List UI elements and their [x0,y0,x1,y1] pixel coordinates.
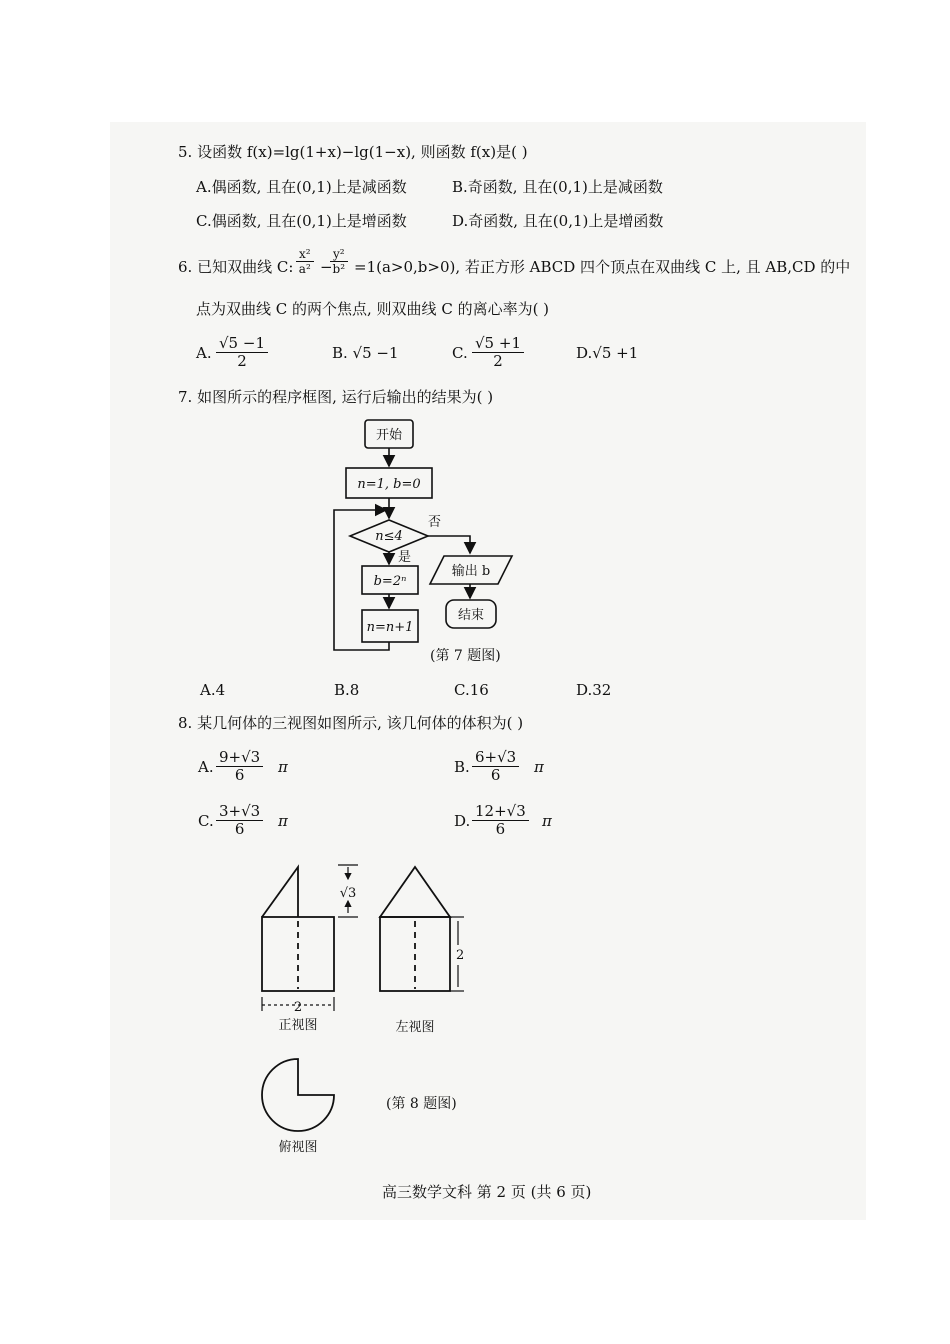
q7-option-b: B.8 [334,681,360,699]
q5-option-b: B.奇函数, 且在(0,1)上是减函数 [452,178,663,196]
q8-option-c-fraction: $\frac{3+√3}{6}$ [216,803,263,838]
q7-option-a: A.4 [200,681,226,699]
q6-stem-prefix: 6. 已知双曲线 C: [178,258,294,276]
side-view-label: 左视图 [395,1020,435,1035]
dim-side-label: 2 [456,948,465,963]
q7-caption: (第 7 题图) [430,648,501,664]
q7-option-c: C.16 [454,681,489,699]
q6-x-fraction: $\frac{\text{x²}}{\text{a²}}$ [296,247,314,276]
flow-no-label: 否 [428,515,442,530]
top-view-shape [262,1059,334,1131]
q8-option-b-fraction: $\frac{6+√3}{6}$ [472,749,519,784]
q6-option-a-label: A. [196,344,212,362]
q6-option-a-fraction: $\frac{√5 -1}{2}$ [216,335,268,370]
flow-init-text: n=1, b=0 [357,477,421,492]
q8-option-d-pi: π [542,812,552,830]
flowchart [320,410,540,685]
q6-minus: − [320,258,333,276]
q8-stem: 8. 某几何体的三视图如图所示, 该几何体的体积为( ) [178,714,524,732]
q5-stem: 5. 设函数 f(x)=lg(1+x)−lg(1−x), 则函数 f(x)是( ) [178,143,528,161]
q7-option-d: D.32 [576,681,612,699]
q8-option-d-label: D. [454,812,471,830]
flow-cond-text: n≤4 [375,529,403,544]
q8-option-d-fraction: $\frac{12+√3}{6}$ [472,803,529,838]
q5-option-d: D.奇函数, 且在(0,1)上是增函数 [452,212,664,230]
flow-start-text: 开始 [375,428,403,443]
q6-option-c-fraction: $\frac{√5 +1}{2}$ [472,335,524,370]
side-view-triangle [380,867,450,917]
front-view-triangle [262,867,298,917]
q8-option-a-pi: π [278,758,288,776]
q6-option-c-label: C. [452,344,468,362]
q8-caption: (第 8 题图) [386,1096,457,1112]
q6-y-fraction: $\frac{\text{y²}}{\text{b²}}$ [330,247,348,276]
flow-yes-label: 是 [398,550,412,565]
q8-option-b-pi: π [534,758,544,776]
q5-option-a: A.偶函数, 且在(0,1)上是减函数 [196,178,407,196]
dim-height-label: √3 [339,886,357,901]
dim-width-label: 2 [293,1000,303,1015]
q6-option-b: B. √5 −1 [332,344,399,362]
q5-option-c: C.偶函数, 且在(0,1)上是增函数 [196,212,407,230]
q6-stem-suffix: =1(a>0,b>0), 若正方形 ABCD 四个顶点在双曲线 C 上, 且 AB,CD 的中 [354,258,851,276]
page-footer: 高三数学文科 第 2 页 (共 6 页) [382,1183,592,1201]
front-view-label: 正视图 [278,1018,318,1033]
top-view-label: 俯视图 [278,1140,318,1155]
flow-output-text: 输出 b [451,564,491,579]
flow-end-text: 结束 [457,608,485,623]
q6-stem-line2: 点为双曲线 C 的两个焦点, 则双曲线 C 的离心率为( ) [196,300,550,318]
q7-stem: 7. 如图所示的程序框图, 运行后输出的结果为( ) [178,388,494,406]
q8-option-b-label: B. [454,758,470,776]
q8-option-a-fraction: $\frac{9+√3}{6}$ [216,749,263,784]
q8-option-c-pi: π [278,812,288,830]
flow-assign-text: b=2ⁿ [373,574,407,589]
q6-option-d: D.√5 +1 [576,344,639,362]
flow-inc-text: n=n+1 [366,620,414,635]
q8-option-a-label: A. [198,758,214,776]
q8-option-c-label: C. [198,812,214,830]
